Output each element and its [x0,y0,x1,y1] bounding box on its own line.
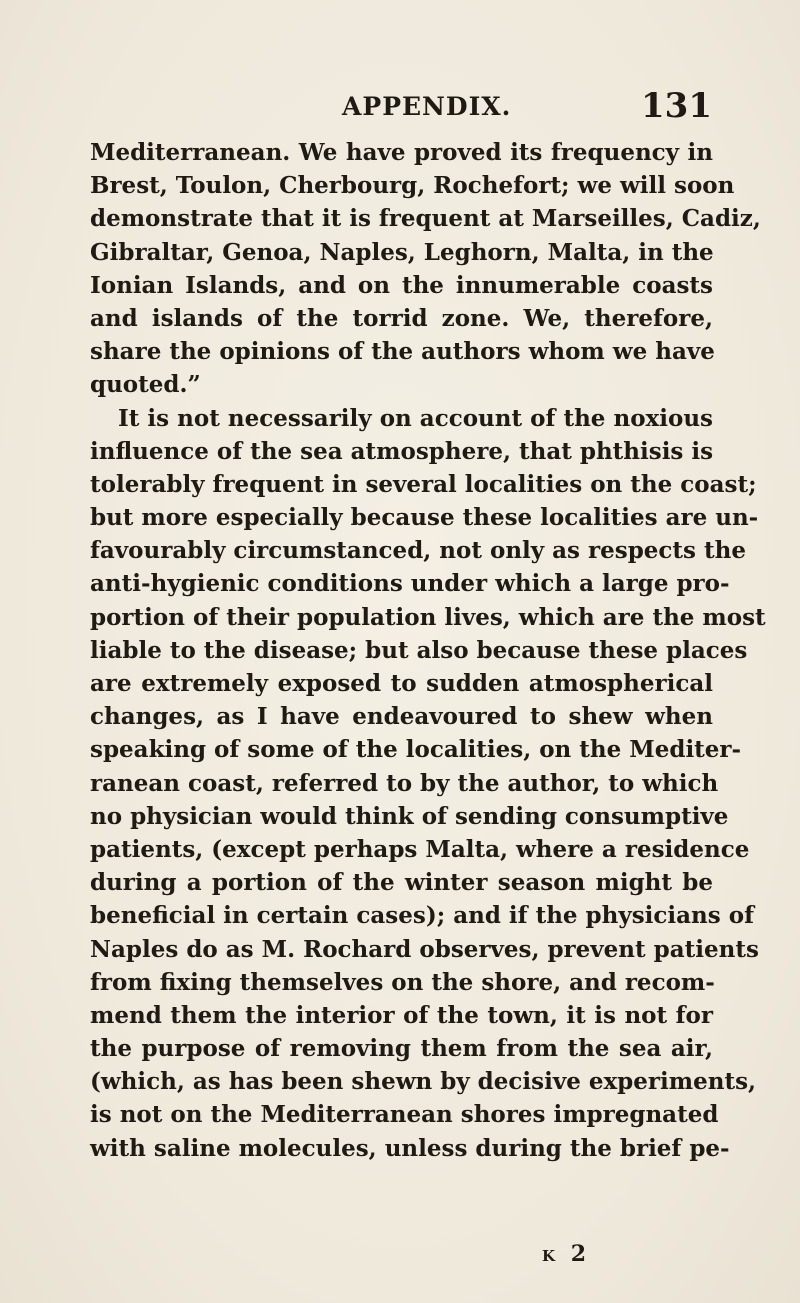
text-line: liable to the disease; but also because these places [90,636,748,664]
text-line: anti-hygienic conditions under which a large pro- [90,570,730,598]
text-line: are extremely exposed to sudden atmospherical [90,670,713,697]
text-line: changes, as I have endeavoured to shew when [90,703,713,731]
text-line: Naples do as M. Rochard observes, prevent patients [90,935,759,963]
text-line: and islands of the torrid zone. We, therefore, [90,304,713,332]
text-line: share the opinions of the authors whom we have [90,338,715,366]
text-line: but more especially because these localities are un- [90,504,759,532]
body-text [90,136,766,1165]
text-line: Ionian Islands, and on the innumerable coasts [90,271,713,299]
text-line: with saline molecules, unless during the brief pe- [90,1134,730,1162]
page-header [100,86,712,132]
text-line: ranean coast, referred to by the author, to which [90,769,719,797]
text-line: tolerably frequent in several localities on the coast; [90,470,757,498]
text-line: patients, (except perhaps Malta, where a residence [90,835,750,863]
text-line: quoted.” [90,371,201,399]
text-line: Gibraltar, Genoa, Naples, Leghorn, Malta, in the [90,238,714,266]
text-line: favourably circumstanced, not only as respects the [90,537,746,565]
text-line: influence of the sea atmosphere, that phthisis is [90,437,714,465]
text-line: during a portion of the winter season might be [90,869,713,897]
text-line: Brest, Toulon, Cherbourg, Rochefort; we will soon [90,172,735,200]
signature-mark [542,1241,590,1267]
text-line: is not on the Mediterranean shores impregnated [90,1101,719,1129]
text-line: It is not necessarily on account of the noxious [118,404,713,432]
text-line: demonstrate that it is frequent at Marseilles, Cadiz, [90,205,761,233]
page-number: 131 [641,86,712,126]
text-line: no physician would think of sending consumptive [90,802,729,830]
text-line: Mediterranean. We have proved its frequency in [90,139,713,166]
running-head: APPENDIX. [342,92,512,121]
text-line: portion of their population lives, which are the most [90,603,766,631]
text-line: (which, as has been shewn by decisive experiments, [90,1068,757,1096]
text-line: the purpose of removing them from the sea air, [90,1035,713,1063]
text-line: beneficial in certain cases); and if the physicians of [90,902,754,930]
text-line: mend them the interior of the town, it is not for [90,1001,713,1029]
signature-letter: K [542,1247,560,1265]
signature-number: 2 [570,1241,591,1267]
text-line: from fixing themselves on the shore, and recom- [90,968,715,996]
text-line: speaking of some of the localities, on the Mediter- [90,736,742,764]
